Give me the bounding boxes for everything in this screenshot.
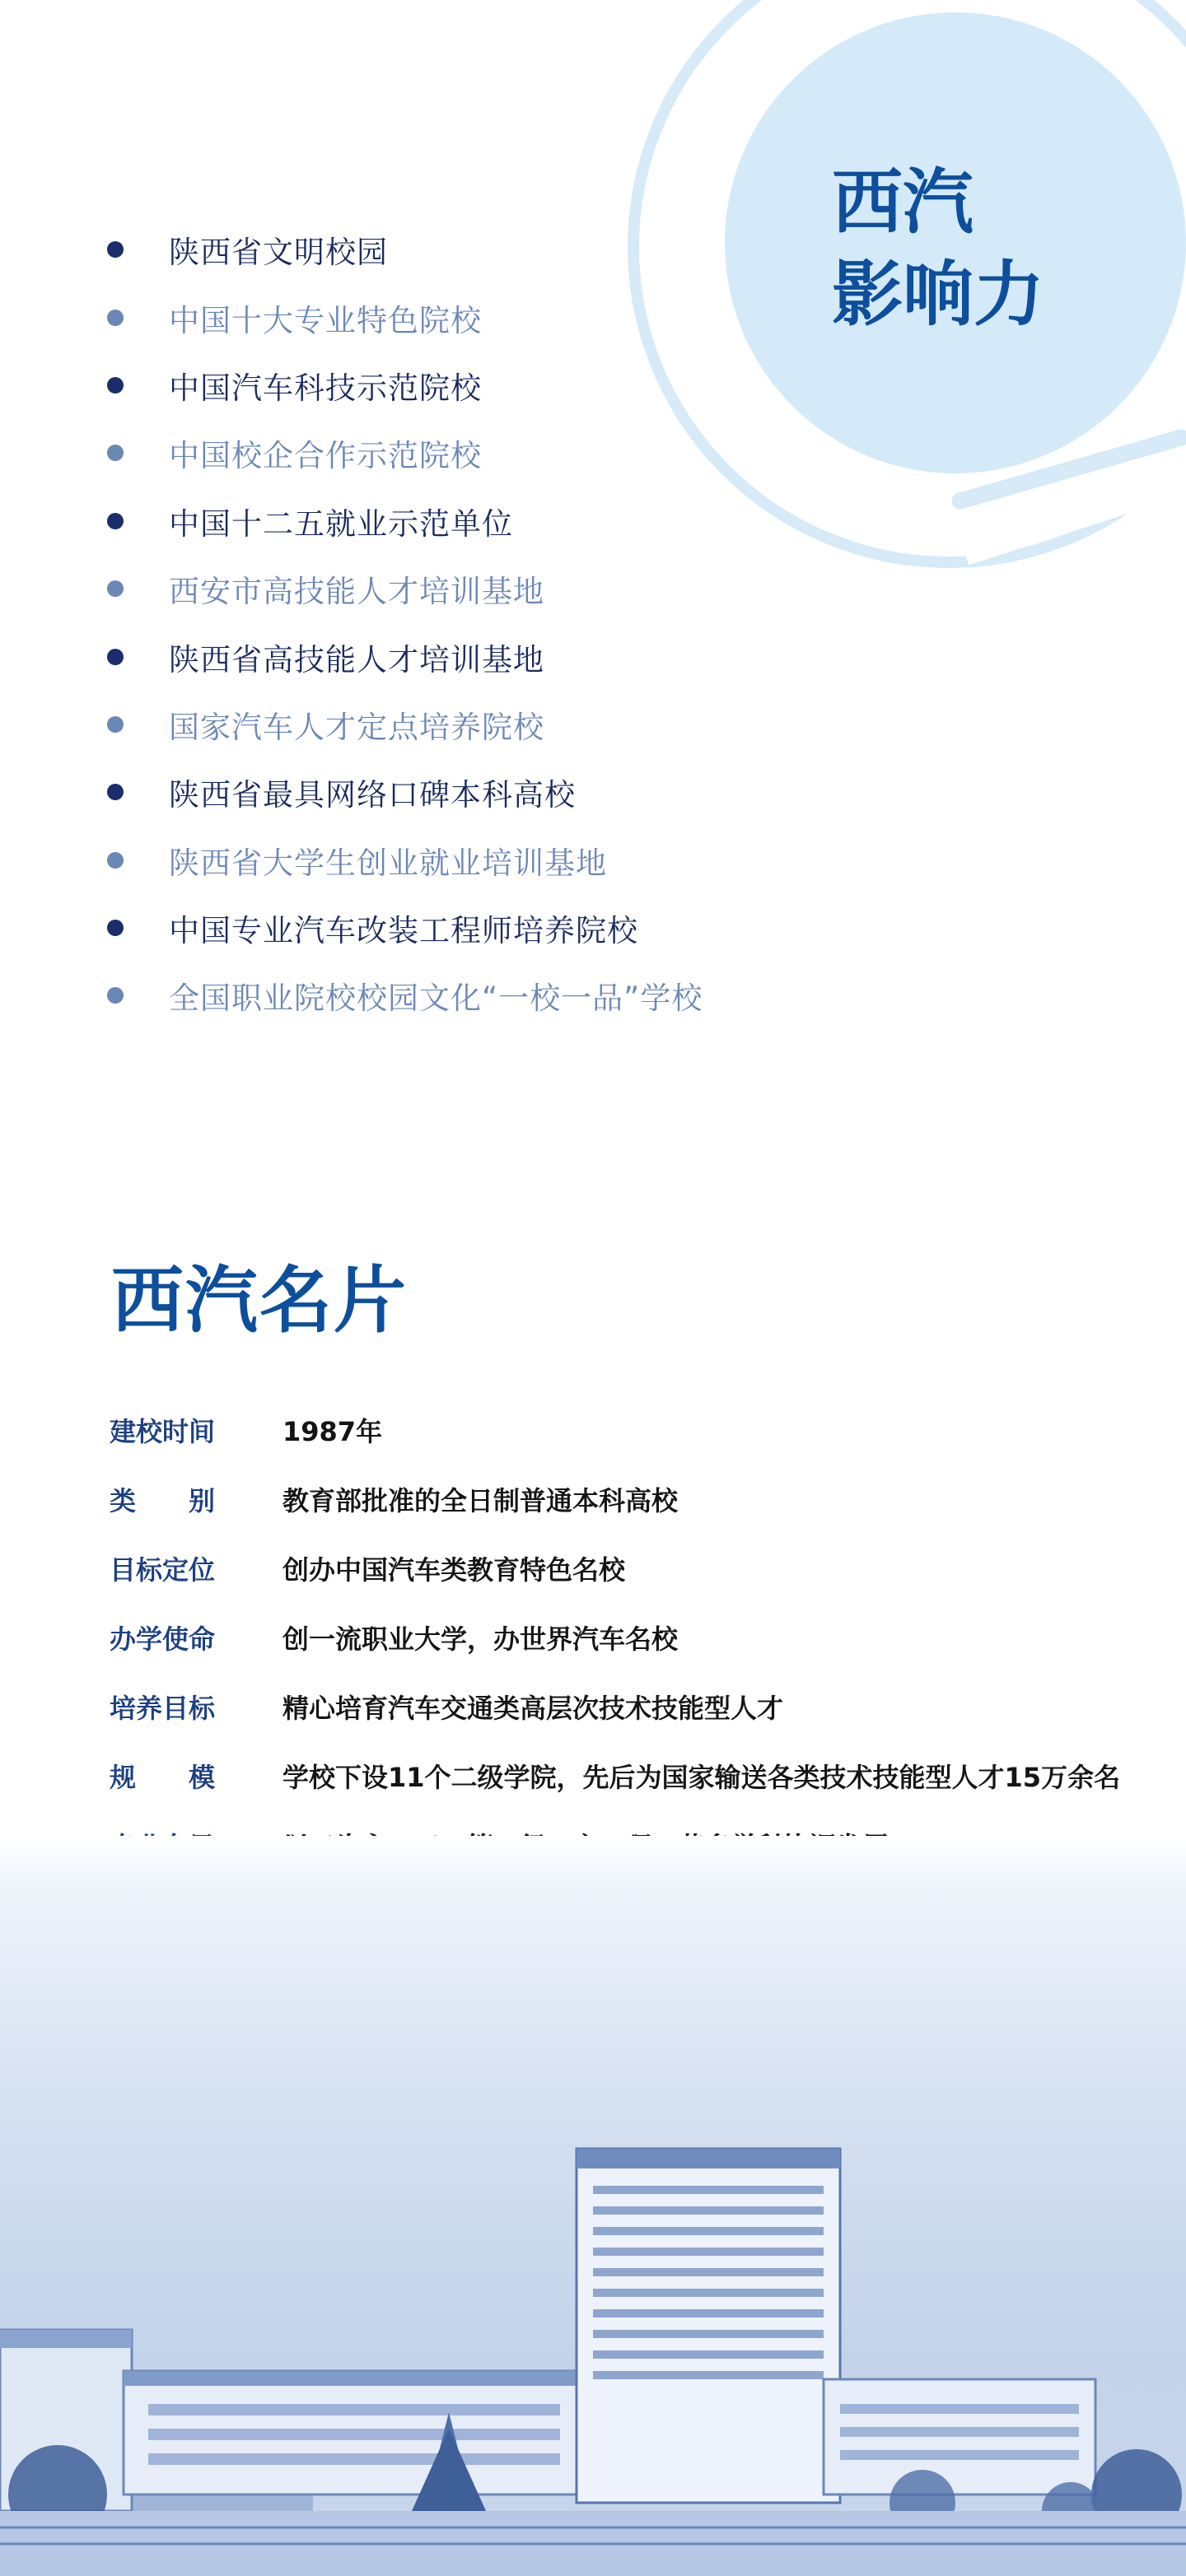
card-value: 学校下设11个二级学院，先后为国家输送各类技术技能型人才15万余名: [282, 1762, 1121, 1793]
campus-photo: [0, 1836, 1186, 2576]
card-title: 西汽名片: [111, 1257, 409, 1343]
card-label: 目标定位: [110, 1554, 216, 1586]
bullet-dot-icon: [107, 987, 124, 1004]
bullet-dot-icon: [107, 580, 124, 597]
bullet-dot-icon: [107, 649, 124, 665]
card-value: 创一流职业大学，办世界汽车名校: [282, 1623, 679, 1655]
honor-text: 陕西省高技能人才培训基地: [169, 641, 544, 678]
honor-text: 中国专业汽车改装工程师培养院校: [169, 913, 638, 949]
long-building-windows: [148, 2404, 560, 2465]
card-label: 办学使命: [110, 1623, 216, 1655]
influence-title: [832, 156, 1128, 341]
honor-item: [107, 827, 703, 894]
left-building-roof: [0, 2330, 132, 2348]
honor-item: [107, 419, 703, 487]
honor-item: [107, 622, 703, 690]
bullet-dot-icon: [107, 716, 124, 733]
main-tower: [577, 2149, 840, 2503]
card-row: [110, 1741, 1147, 1810]
card-value: 创办中国汽车类教育特色名校: [282, 1554, 626, 1586]
card-label: 建校时间: [110, 1416, 216, 1447]
honor-text: 陕西省文明校园: [169, 235, 388, 271]
card-info-table: [110, 1395, 1147, 1880]
bullet-dot-icon: [107, 310, 124, 326]
honor-text: 国家汽车人才定点培养院校: [169, 709, 544, 745]
card-value: 教育部批准的全日制普通本科高校: [282, 1485, 679, 1516]
card-value: 1987年: [282, 1416, 383, 1447]
right-wing-windows: [840, 2404, 1079, 2460]
card-label: 类 别: [110, 1485, 216, 1516]
campus-illustration: [0, 1836, 1186, 2576]
card-row: [110, 1465, 1147, 1534]
honor-item: [107, 758, 703, 826]
honor-text: 中国汽车科技示范院校: [169, 370, 482, 406]
card-row: [110, 1395, 1147, 1465]
honor-text: 中国校企合作示范院校: [169, 438, 482, 474]
honor-item: [107, 216, 703, 283]
honor-text: 全国职业院校校园文化“一校一品”学校: [169, 981, 703, 1017]
bullet-dot-icon: [107, 377, 124, 394]
honor-item: [107, 352, 703, 419]
honor-item: [107, 894, 703, 962]
honors-list: [107, 216, 703, 1030]
honor-text: 陕西省最具网络口碑本科高校: [169, 777, 576, 813]
honor-item: [107, 283, 703, 351]
influence-title-line1: 西汽: [832, 161, 974, 244]
bullet-dot-icon: [107, 920, 124, 936]
bullet-dot-icon: [107, 513, 124, 529]
honor-text: 中国十二五就业示范单位: [169, 505, 513, 542]
influence-title-line2: 影响力: [832, 253, 1044, 336]
card-value: 精心培育汽车交通类高层次技术技能型人才: [282, 1693, 784, 1724]
bullet-dot-icon: [107, 241, 124, 258]
card-label: 培养目标: [110, 1693, 216, 1724]
honor-item: [107, 962, 703, 1029]
honor-item: [107, 691, 703, 758]
card-label: 规 模: [110, 1762, 216, 1793]
card-row: [110, 1534, 1147, 1603]
honor-text: 西安市高技能人才培训基地: [169, 574, 544, 610]
honor-item: [107, 555, 703, 622]
bullet-dot-icon: [107, 445, 124, 461]
main-tower-roof: [577, 2149, 840, 2168]
card-row: [110, 1672, 1147, 1741]
bullet-dot-icon: [107, 784, 124, 800]
long-building-roof: [124, 2371, 585, 2386]
honor-text: 陕西省大学生创业就业培训基地: [169, 845, 607, 881]
bullet-dot-icon: [107, 852, 124, 869]
honor-text: 中国十大专业特色院校: [169, 302, 482, 338]
honor-item: [107, 487, 703, 555]
card-row: [110, 1603, 1147, 1672]
